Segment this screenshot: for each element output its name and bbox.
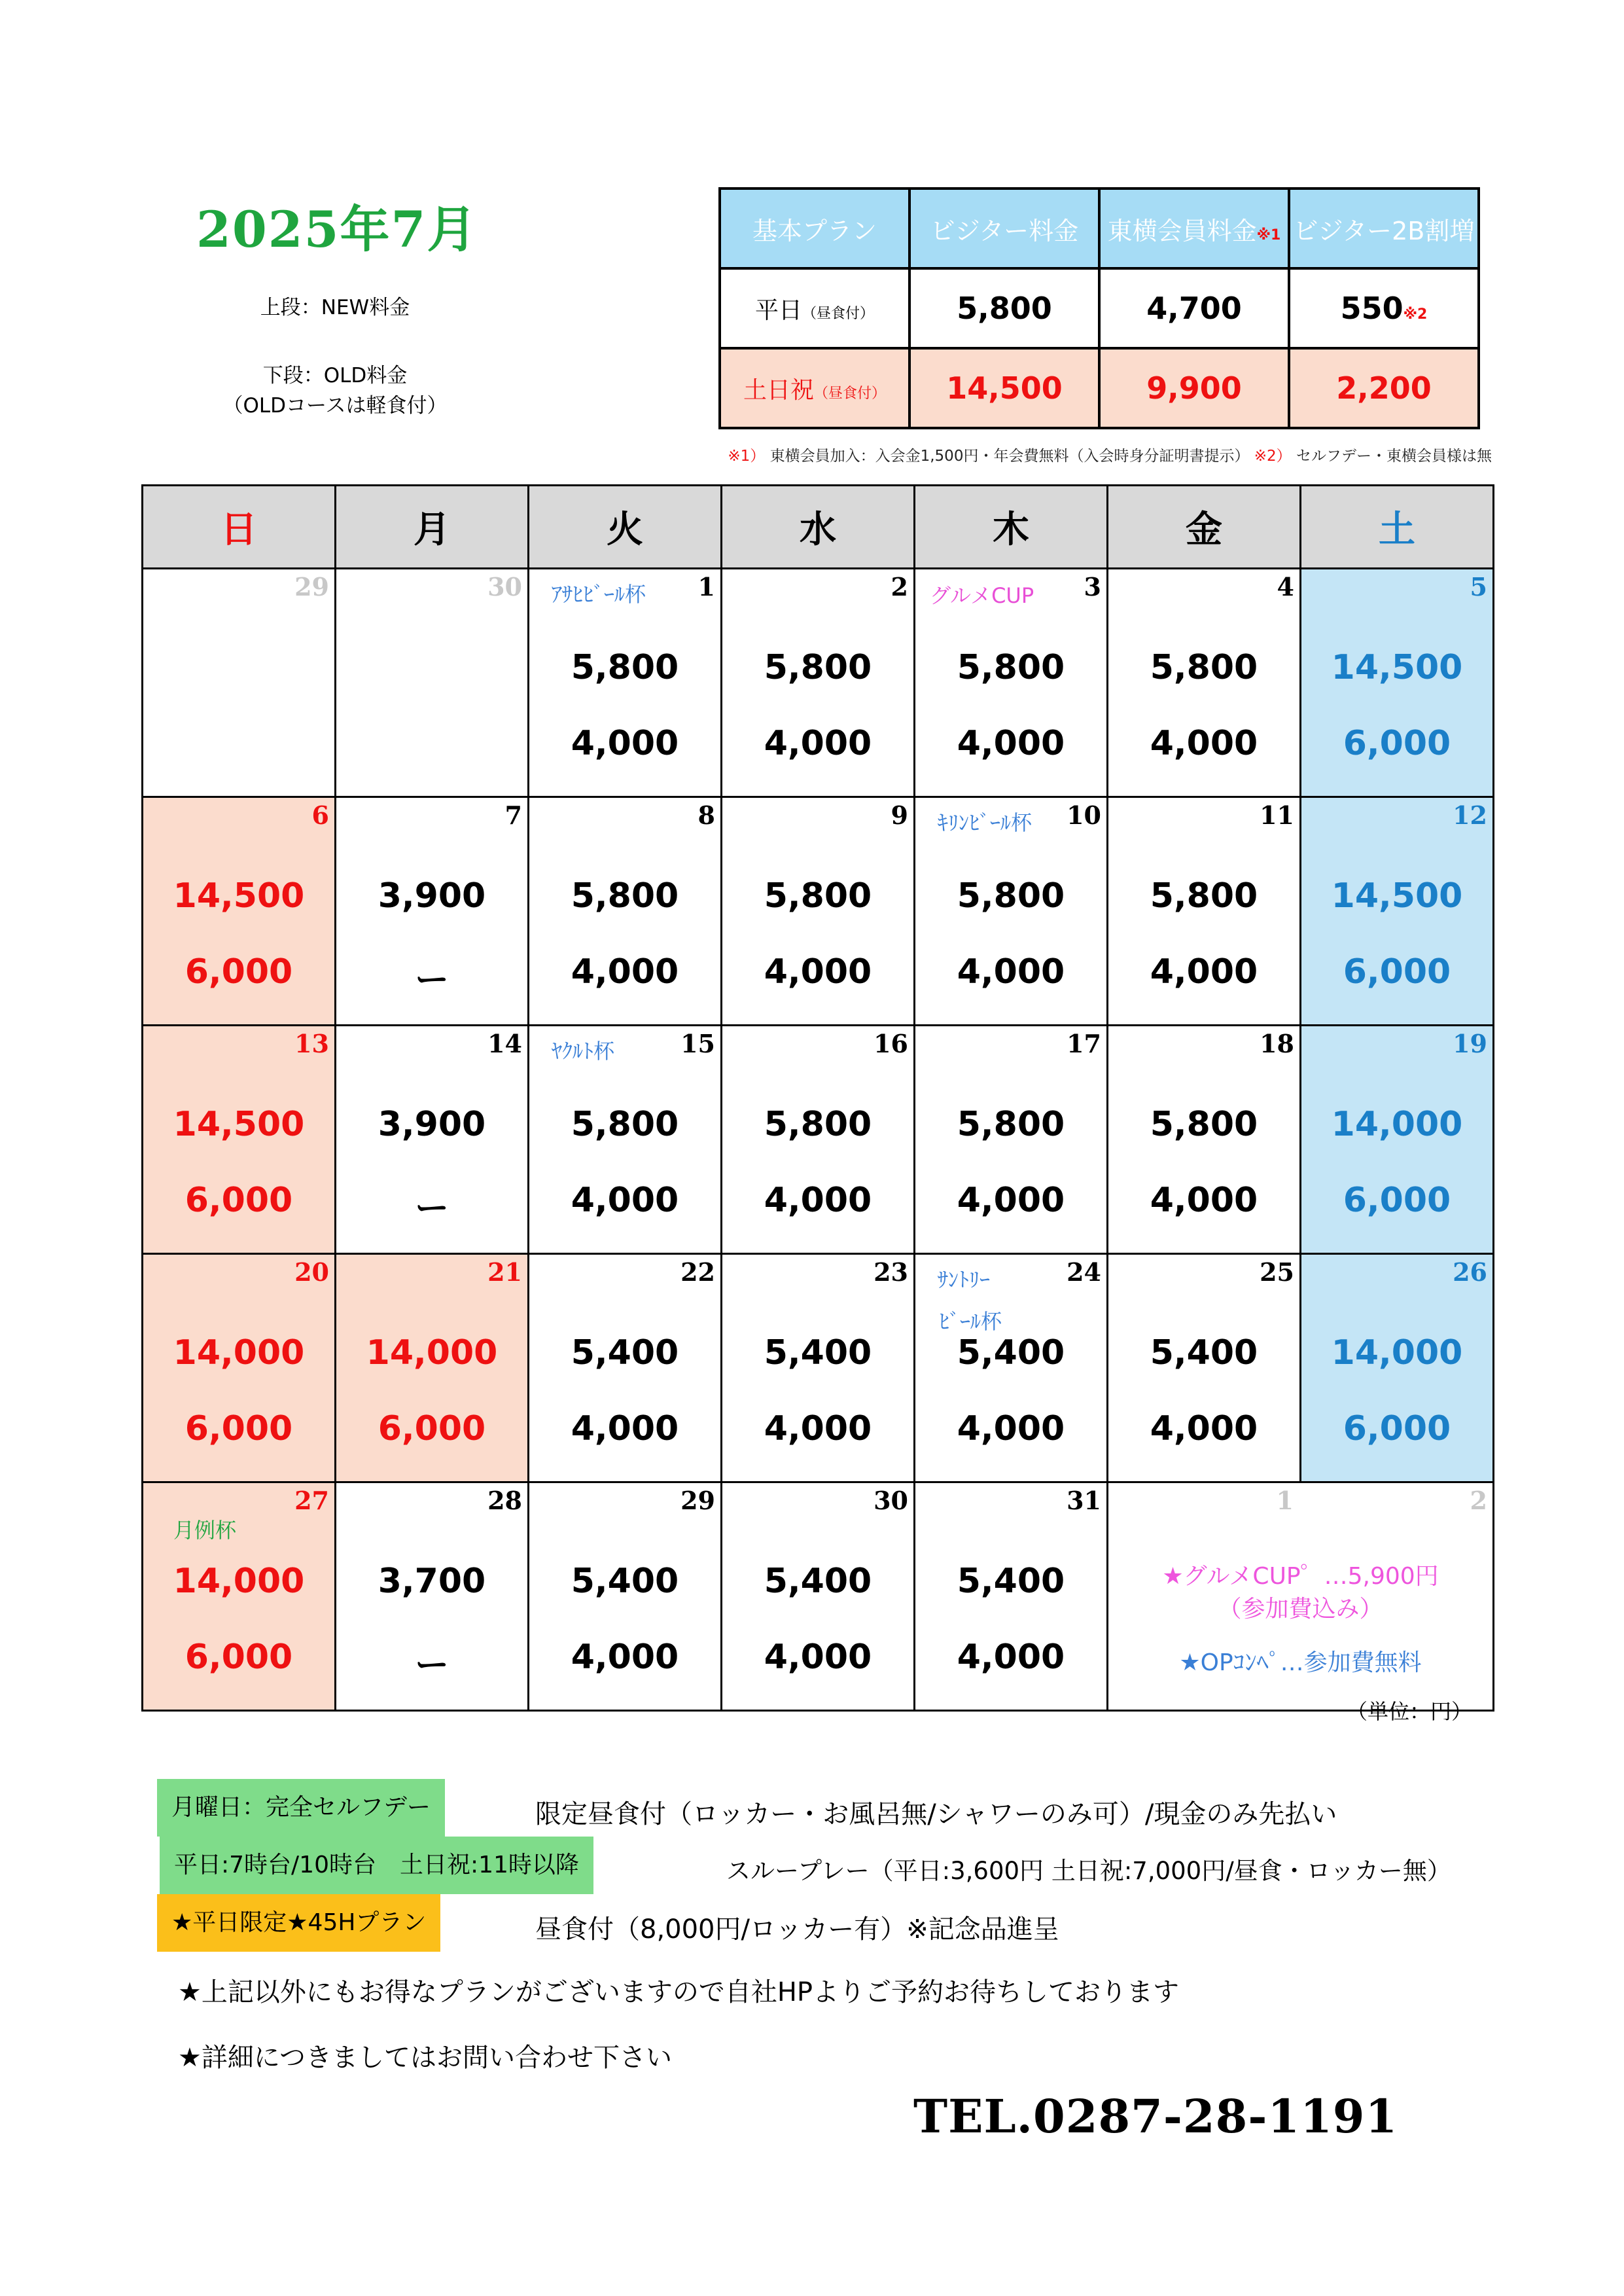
day-number: 10 xyxy=(1067,800,1101,830)
through-play-tag: 平日:7時台/10時台 土日祝:11時以降 xyxy=(160,1837,593,1894)
price-row-label xyxy=(720,268,909,348)
unit-label: （単位：円） xyxy=(1346,1699,1472,1724)
new-price: 3,900 xyxy=(378,1105,486,1144)
day-number: 6 xyxy=(311,800,329,830)
new-price: 14,000 xyxy=(366,1333,498,1372)
event-label xyxy=(552,580,646,609)
old-price: 6,000 xyxy=(185,1638,293,1677)
calendar-day-cell xyxy=(722,1482,915,1711)
day-number: 1 xyxy=(1276,1486,1294,1515)
day-number: 22 xyxy=(680,1257,715,1287)
new-price: 5,800 xyxy=(957,876,1065,916)
new-price: 5,800 xyxy=(1150,648,1258,687)
calendar-day-cell xyxy=(1108,1254,1301,1482)
event-label xyxy=(938,1265,1002,1336)
calendar-day-cell xyxy=(915,1482,1108,1711)
old-price: ー xyxy=(414,1189,449,1229)
price-value: 4,700 xyxy=(1099,268,1289,348)
calendar-week-row xyxy=(143,569,1494,797)
calendar-day-cell xyxy=(336,1482,529,1711)
calendar-day-cell xyxy=(1108,1026,1301,1254)
new-price: 14,500 xyxy=(173,876,305,916)
calendar-day-cell xyxy=(143,1026,336,1254)
new-price: 5,400 xyxy=(957,1333,1065,1372)
old-price: 6,000 xyxy=(185,1181,293,1220)
calendar-week-row xyxy=(143,1254,1494,1482)
legend-upper: 上段：NEW料金 xyxy=(260,296,410,319)
old-price: 4,000 xyxy=(957,1181,1065,1220)
event-label-text: 月例杯 xyxy=(173,1518,237,1543)
old-price: 4,000 xyxy=(764,1638,872,1677)
new-price: 5,800 xyxy=(957,1105,1065,1144)
price-row-label xyxy=(720,348,909,428)
old-price: 4,000 xyxy=(571,1638,679,1677)
day-number: 26 xyxy=(1453,1257,1487,1287)
day-number: 14 xyxy=(487,1029,522,1058)
note-line: （参加費込み） xyxy=(1218,1596,1383,1623)
old-price: 4,000 xyxy=(764,952,872,992)
op-compe-note: ★OPｺﾝﾍﾟ…参加費無料 xyxy=(1179,1649,1422,1676)
footnote-mark: ※1） xyxy=(728,448,766,465)
price-col-header-label: 東横会員料金 xyxy=(1107,216,1257,245)
calendar-day-cell xyxy=(722,569,915,797)
day-number: 1 xyxy=(697,572,715,601)
event-label-text: ﾋﾞｰﾙ杯 xyxy=(939,1309,1002,1334)
day-number: 24 xyxy=(1067,1257,1101,1287)
old-price: 6,000 xyxy=(1343,1181,1451,1220)
new-price: 14,500 xyxy=(1331,648,1463,687)
calendar-day-cell xyxy=(1108,797,1301,1026)
new-price: 14,500 xyxy=(1331,876,1463,916)
old-price: 4,000 xyxy=(571,952,679,992)
new-price: 5,800 xyxy=(1150,1105,1258,1144)
new-price: 5,400 xyxy=(571,1333,679,1372)
day-number: 30 xyxy=(487,572,522,601)
calendar-day-cell xyxy=(529,797,722,1026)
old-price: 6,000 xyxy=(185,1409,293,1448)
price-value xyxy=(1289,268,1479,348)
price-col-header: ビジター2B割増 xyxy=(1289,188,1479,268)
old-price: 4,000 xyxy=(571,1181,679,1220)
calendar-day-cell xyxy=(336,1254,529,1482)
new-price: 5,800 xyxy=(571,648,679,687)
day-number: 17 xyxy=(1067,1029,1101,1058)
new-price: 14,000 xyxy=(173,1333,305,1372)
old-price: 4,000 xyxy=(957,1409,1065,1448)
calendar-day-cell xyxy=(529,569,722,797)
day-number: 13 xyxy=(294,1029,329,1058)
price-row-label-note: （昼食付） xyxy=(802,305,875,322)
old-price: 4,000 xyxy=(764,1181,872,1220)
old-price: 4,000 xyxy=(1150,952,1258,992)
old-price: 6,000 xyxy=(185,952,293,992)
price-row-weekend xyxy=(720,348,1479,428)
new-price: 14,000 xyxy=(173,1562,305,1601)
new-price: 3,900 xyxy=(378,876,486,916)
calendar xyxy=(141,484,1494,1712)
legend-lower: 下段：OLD料金 xyxy=(262,364,408,387)
monday-self-day-text: 限定昼食付（ロッカー・お風呂無/シャワーのみ可）/現金のみ先払い xyxy=(535,1799,1337,1829)
day-number: 18 xyxy=(1260,1029,1294,1058)
day-number: 20 xyxy=(294,1257,329,1287)
footnote-mark: ※1 xyxy=(1256,226,1281,243)
calendar-day-cell xyxy=(1108,569,1301,797)
event-label-text: ｷﾘﾝﾋﾞｰﾙ杯 xyxy=(938,810,1033,835)
weekday-45h-plan-text: 昼食付（8,000円/ロッカー有）※記念品進呈 xyxy=(535,1914,1059,1945)
day-number: 21 xyxy=(487,1257,522,1287)
price-col-header xyxy=(1099,188,1289,268)
calendar-day-cell xyxy=(336,569,529,797)
price-row-label-note: （昼食付） xyxy=(814,385,887,402)
day-number: 25 xyxy=(1260,1257,1294,1287)
calendar-day-cell xyxy=(1301,797,1494,1026)
through-play-text: スループレー（平日:3,600円 土日祝:7,000円/昼食・ロッカー無） xyxy=(726,1857,1451,1885)
new-price: 5,800 xyxy=(764,648,872,687)
event-label-text: ｻﾝﾄﾘｰ xyxy=(938,1267,991,1292)
old-price: 4,000 xyxy=(1150,1181,1258,1220)
day-number: 28 xyxy=(487,1486,522,1515)
new-price: 5,400 xyxy=(571,1562,679,1601)
gourmet-cup-note xyxy=(1108,1560,1492,1626)
new-price: 5,400 xyxy=(957,1562,1065,1601)
new-price: 14,000 xyxy=(1331,1105,1463,1144)
old-price: ー xyxy=(414,961,449,1000)
price-value: 9,900 xyxy=(1099,348,1289,428)
calendar-day-cell xyxy=(915,569,1108,797)
day-number: 15 xyxy=(680,1029,715,1058)
calendar-day-cell xyxy=(143,569,336,797)
day-of-week-header: 木 xyxy=(915,486,1108,569)
price-col-header: ビジター料金 xyxy=(909,188,1099,268)
new-price: 5,400 xyxy=(1150,1333,1258,1372)
day-number: 2 xyxy=(1470,1486,1487,1515)
calendar-day-cell xyxy=(722,1254,915,1482)
calendar-day-cell xyxy=(1301,1254,1494,1482)
price-value: 5,800 xyxy=(909,268,1099,348)
calendar-day-cell xyxy=(1301,1026,1494,1254)
old-price: 6,000 xyxy=(378,1409,486,1448)
day-of-week-header: 火 xyxy=(529,486,722,569)
calendar-day-cell xyxy=(1301,569,1494,797)
legend-lower-note: （OLDコースは軽食付） xyxy=(222,394,448,418)
new-price: 5,800 xyxy=(764,1105,872,1144)
new-price: 5,800 xyxy=(957,648,1065,687)
monday-self-day-tag: 月曜日：完全セルフデー xyxy=(157,1779,445,1837)
day-number: 19 xyxy=(1453,1029,1487,1058)
footnote-mark: ※2） xyxy=(1254,448,1292,465)
day-number: 16 xyxy=(874,1029,908,1058)
footnote-text: セルフデー・東横会員様は無 xyxy=(1296,448,1492,465)
note-line: ★グルメCUP゜…5,900円 xyxy=(1162,1563,1439,1590)
calendar-day-cell xyxy=(529,1482,722,1711)
old-price: ー xyxy=(414,1646,449,1685)
old-price: 4,000 xyxy=(764,1409,872,1448)
day-number: 29 xyxy=(680,1486,715,1515)
calendar-day-cell xyxy=(529,1254,722,1482)
day-of-week-header: 月 xyxy=(336,486,529,569)
old-price: 4,000 xyxy=(571,724,679,763)
event-label xyxy=(938,808,1032,837)
old-price: 4,000 xyxy=(957,724,1065,763)
old-price: 4,000 xyxy=(957,1638,1065,1677)
calendar-day-cell xyxy=(915,1254,1108,1482)
event-label xyxy=(173,1516,236,1545)
event-label xyxy=(930,581,1034,610)
footnote-text: 東横会員加入：入会金1,500円・年会費無料（入会時身分証明書提示） xyxy=(769,448,1250,465)
new-price: 5,400 xyxy=(764,1333,872,1372)
phone-number: TEL.0287-28-1191 xyxy=(913,2089,1398,2144)
price-table xyxy=(718,187,1480,429)
day-number: 27 xyxy=(294,1486,329,1515)
day-number: 30 xyxy=(874,1486,908,1515)
new-price: 5,800 xyxy=(764,876,872,916)
day-number: 29 xyxy=(294,572,329,601)
old-price: 6,000 xyxy=(1343,952,1451,992)
month-title: 2025年7月 xyxy=(196,200,478,259)
event-label xyxy=(552,1037,614,1066)
new-price: 5,400 xyxy=(764,1562,872,1601)
calendar-week-row xyxy=(143,1482,1494,1711)
price-col-header: 基本プラン xyxy=(720,188,909,268)
old-price: 4,000 xyxy=(1150,724,1258,763)
day-number: 11 xyxy=(1260,800,1294,830)
day-number: 2 xyxy=(891,572,908,601)
day-number: 9 xyxy=(891,800,908,830)
day-number: 12 xyxy=(1453,800,1487,830)
calendar-day-cell xyxy=(336,797,529,1026)
footnote-mark: ※2 xyxy=(1403,306,1428,323)
day-of-week-header: 水 xyxy=(722,486,915,569)
weekday-45h-plan-tag: ★平日限定★45Hプラン xyxy=(157,1894,440,1952)
price-row-label-text: 平日 xyxy=(754,296,802,324)
new-price: 5,800 xyxy=(571,1105,679,1144)
old-price: 4,000 xyxy=(571,1409,679,1448)
price-value: 14,500 xyxy=(909,348,1099,428)
event-label-text: ｱｻﾋﾋﾞｰﾙ杯 xyxy=(552,582,646,607)
day-number: 3 xyxy=(1084,572,1101,601)
old-price: 4,000 xyxy=(764,724,872,763)
day-of-week-row xyxy=(143,486,1494,569)
calendar-day-cell xyxy=(722,797,915,1026)
day-number: 8 xyxy=(697,800,715,830)
day-of-week-header: 金 xyxy=(1108,486,1301,569)
event-label-text: グルメCUP xyxy=(930,583,1034,608)
calendar-day-cell xyxy=(143,1482,336,1711)
calendar-day-cell xyxy=(722,1026,915,1254)
price-footnote xyxy=(648,444,1492,465)
day-of-week-header: 土 xyxy=(1301,486,1494,569)
calendar-day-cell xyxy=(336,1026,529,1254)
day-number: 31 xyxy=(1067,1486,1101,1515)
new-price: 3,700 xyxy=(378,1562,486,1601)
day-number: 5 xyxy=(1470,572,1487,601)
calendar-day-cell xyxy=(915,797,1108,1026)
day-of-week-header: 日 xyxy=(143,486,336,569)
day-number: 4 xyxy=(1277,572,1294,601)
new-price: 14,000 xyxy=(1331,1333,1463,1372)
price-value-text: 550 xyxy=(1340,291,1403,326)
event-label-text: ﾔｸﾙﾄ杯 xyxy=(552,1039,615,1064)
inquiry-note: ★詳細につきましてはお問い合わせ下さい xyxy=(178,2043,673,2073)
old-price: 4,000 xyxy=(957,952,1065,992)
new-price: 5,800 xyxy=(1150,876,1258,916)
price-row-weekday xyxy=(720,268,1479,348)
price-value: 2,200 xyxy=(1289,348,1479,428)
calendar-day-cell xyxy=(915,1026,1108,1254)
price-row-label-text: 土日祝 xyxy=(743,376,814,404)
new-price: 14,500 xyxy=(173,1105,305,1144)
new-price: 5,800 xyxy=(571,876,679,916)
calendar-day-cell xyxy=(143,797,336,1026)
calendar-day-cell xyxy=(529,1026,722,1254)
day-number: 23 xyxy=(874,1257,908,1287)
calendar-week-row xyxy=(143,797,1494,1026)
calendar-day-cell xyxy=(143,1254,336,1482)
old-price: 6,000 xyxy=(1343,1409,1451,1448)
old-price: 6,000 xyxy=(1343,724,1451,763)
price-table-header-row xyxy=(720,188,1479,268)
day-number: 7 xyxy=(504,800,522,830)
calendar-notes-cell xyxy=(1108,1482,1494,1711)
calendar-week-row xyxy=(143,1026,1494,1254)
other-plans-note: ★上記以外にもお得なプランがございますので自社HPよりご予約お待ちしております xyxy=(178,1977,1180,2007)
old-price: 4,000 xyxy=(1150,1409,1258,1448)
